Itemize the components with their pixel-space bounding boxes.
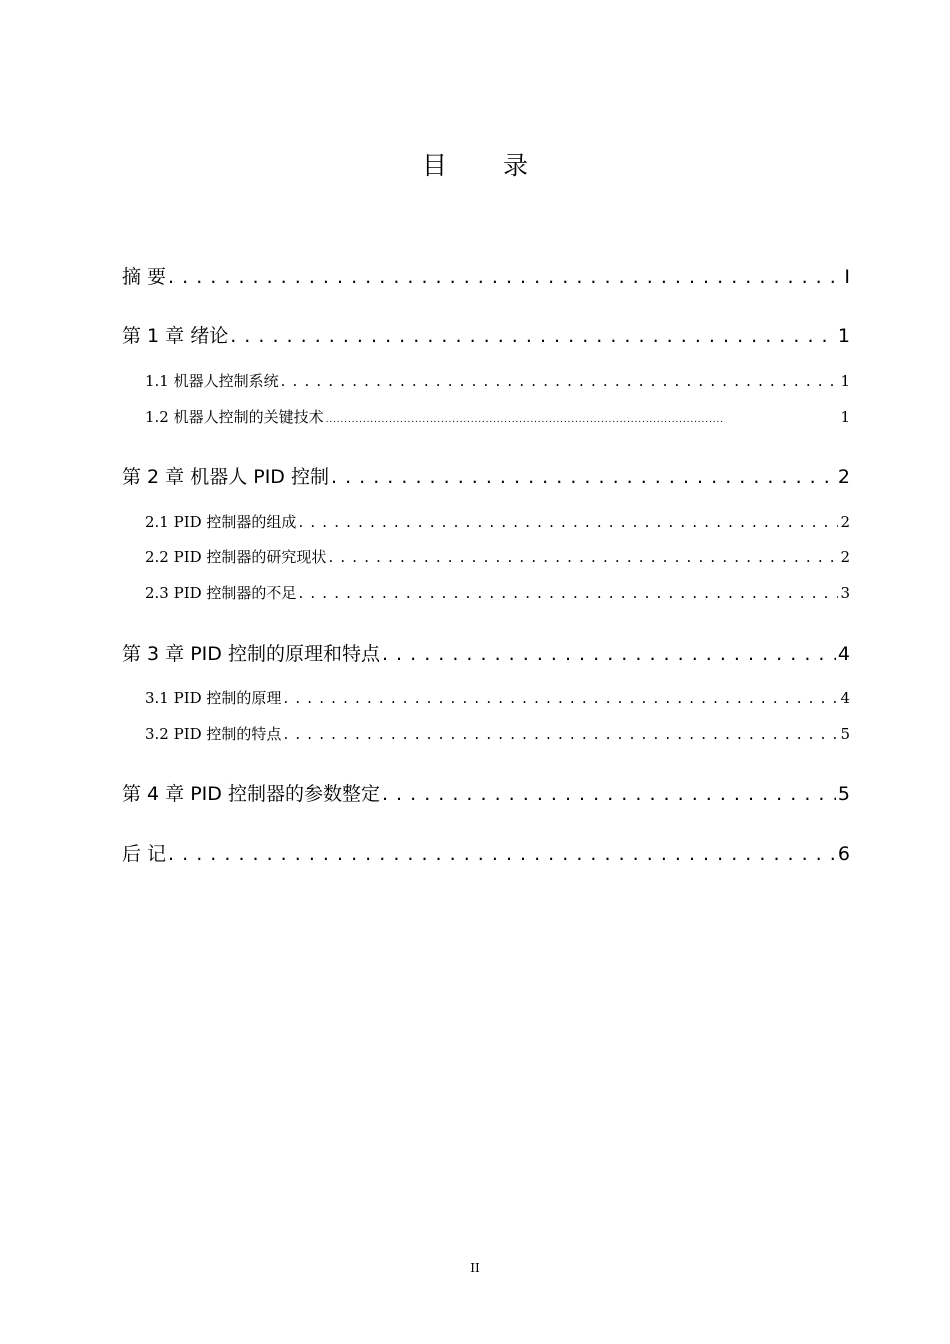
toc-page-number: 2: [840, 548, 850, 566]
toc-entry-section-2-2[interactable]: [122, 546, 850, 567]
toc-entry-chapter-1[interactable]: [122, 321, 850, 348]
toc-label: 1.1 机器人控制系统: [145, 372, 279, 390]
toc-entry-chapter-3[interactable]: [122, 639, 850, 666]
dot-leader: [298, 513, 838, 531]
toc-page-number: 5: [840, 725, 850, 743]
toc-label: 2.1 PID 控制器的组成: [145, 513, 297, 531]
toc-label: 摘 要: [122, 266, 167, 288]
dot-leader: [298, 584, 838, 602]
dot-leader: [168, 266, 842, 288]
toc-entry-chapter-2[interactable]: [122, 462, 850, 489]
toc-entry-section-1-1[interactable]: [122, 370, 850, 391]
toc-page-number: 5: [837, 783, 850, 805]
toc-page-number: 1: [840, 372, 850, 390]
toc-label: 第 2 章 机器人 PID 控制: [122, 466, 329, 488]
toc-label: 1.2 机器人控制的关键技术: [145, 408, 324, 426]
toc-label: 第 1 章 绪论: [122, 325, 229, 347]
toc-entry-section-3-1[interactable]: [122, 687, 850, 708]
toc-label: 后 记: [122, 843, 167, 865]
toc-page-number: 4: [837, 643, 850, 665]
toc-entry-abstract[interactable]: [122, 262, 850, 289]
toc-label: 2.2 PID 控制器的研究现状: [145, 548, 327, 566]
toc-entry-chapter-4[interactable]: [122, 779, 850, 806]
dot-leader: [168, 843, 836, 865]
dot-leader: [283, 689, 838, 707]
footer-page-number: II: [470, 1261, 480, 1275]
dot-leader: [281, 372, 839, 390]
toc-label: 第 4 章 PID 控制器的参数整定: [122, 783, 380, 805]
toc-entry-section-3-2[interactable]: [122, 723, 850, 744]
toc-page-number: 2: [837, 466, 850, 488]
toc-label: 第 3 章 PID 控制的原理和特点: [122, 643, 380, 665]
toc-label: 3.1 PID 控制的原理: [145, 689, 282, 707]
toc-page-number: 2: [840, 513, 850, 531]
page-title: 目 录: [422, 151, 552, 180]
dot-leader: [326, 408, 839, 426]
toc-page-number: 4: [840, 689, 850, 707]
toc-label: 3.2 PID 控制的特点: [145, 725, 282, 743]
toc-page-number: I: [844, 266, 850, 288]
toc-label: 2.3 PID 控制器的不足: [145, 584, 297, 602]
toc-entry-section-1-2[interactable]: [122, 406, 850, 427]
toc-page-number: 6: [837, 843, 850, 865]
toc-entry-postscript[interactable]: [122, 839, 850, 866]
toc-page-number: 3: [840, 584, 850, 602]
toc-page-number: 1: [837, 325, 850, 347]
toc-entry-section-2-3[interactable]: [122, 582, 850, 603]
dot-leader: [331, 466, 836, 488]
toc-page-number: 1: [840, 408, 850, 426]
dot-leader: [382, 643, 836, 665]
dot-leader: [283, 725, 838, 743]
dot-leader: [328, 548, 838, 566]
toc-entry-section-2-1[interactable]: [122, 511, 850, 532]
dot-leader: [230, 325, 836, 347]
dot-leader: [382, 783, 836, 805]
